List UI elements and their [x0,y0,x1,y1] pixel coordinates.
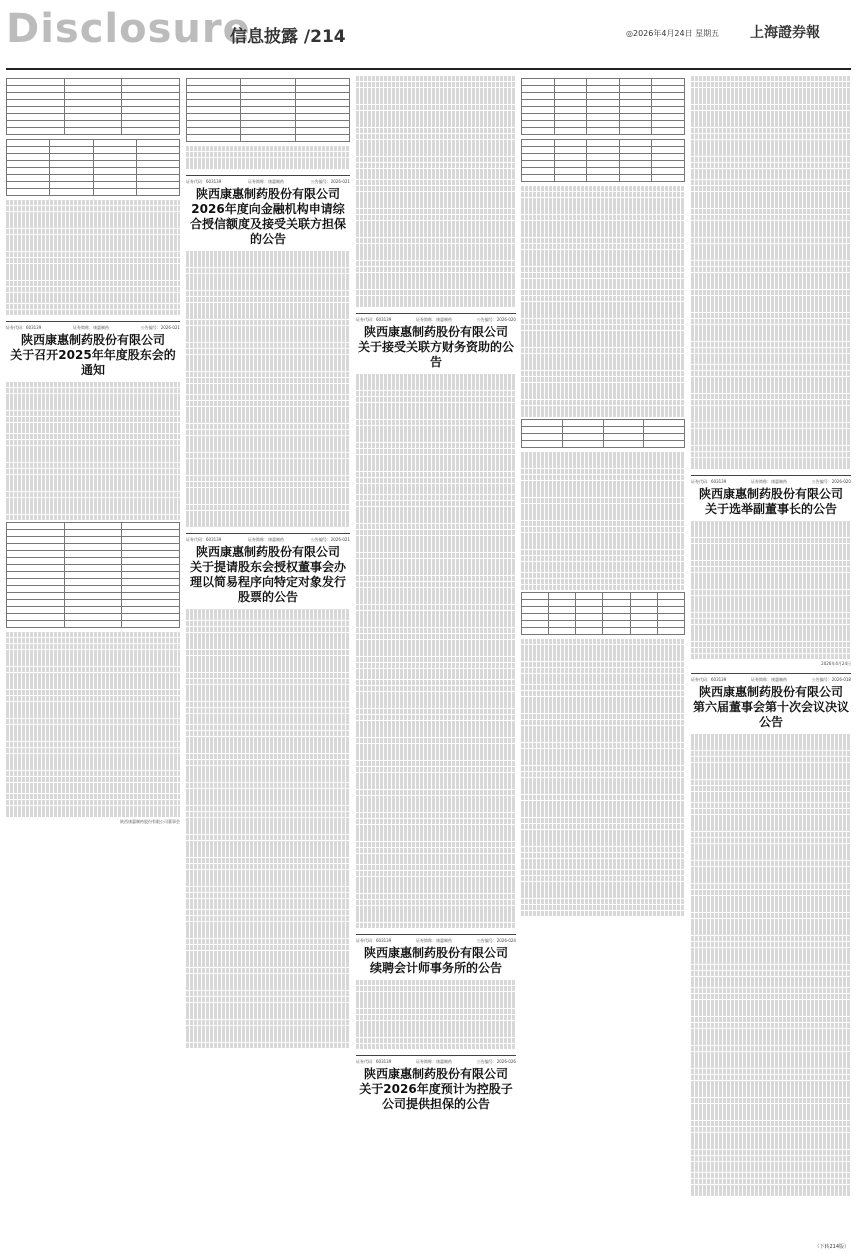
body-text [521,186,685,417]
notice-title: 关于2026年度预计为控股子公司提供担保的公告 [359,1081,513,1111]
body-text [521,639,685,916]
column-2 [186,76,350,1232]
company-name: 陕西康惠制药股份有限公司 [195,545,340,560]
body-text [6,632,180,816]
notice-header [186,533,350,605]
notice-title: 第六届董事会第十次会议决议公告 [692,699,849,729]
body-text [356,76,516,307]
body-text [356,980,516,1049]
signature: 2026年4月24日 [821,660,851,666]
notice-header [356,934,516,976]
body-text [691,521,851,659]
notice-header [356,1055,516,1112]
notice-header [356,313,516,370]
data-table [521,592,685,635]
brand-logo: Disclosure [6,6,251,52]
body-text [691,76,851,469]
masthead-rule [6,68,851,70]
column-5 [691,76,851,1232]
data-table [521,78,685,135]
newspaper-name: 上海證券報 [750,25,820,41]
body-text [186,609,350,1048]
proposal-table [186,78,350,142]
body-text [521,452,685,590]
company-name: 陕西康惠制药股份有限公司 [698,684,843,699]
company-name: 陕西康惠制药股份有限公司 [363,1066,508,1081]
body-text [356,374,516,928]
column-1 [6,76,180,1232]
info-table [6,78,180,135]
proposal-table [6,522,180,628]
company-name: 陕西康惠制药股份有限公司 [363,946,508,961]
company-name: 陕西康惠制药股份有限公司 [195,186,340,201]
section-title: 信息披露 /214 [230,27,346,47]
company-name: 陕西康惠制药股份有限公司 [20,333,165,348]
body-text [691,734,851,1196]
notice-title: 关于召开2025年年度股东会的通知 [10,348,176,378]
company-name: 陕西康惠制药股份有限公司 [698,486,843,501]
masthead [0,0,857,78]
column-3 [356,76,516,1232]
notice-title: 关于选举副董事长的公告 [704,501,837,516]
continuation-note: （下转214版） [814,1244,849,1250]
stock-codes: 证券代码：603139 证券简称：康惠制药 公告编号：2026-020 [691,478,851,484]
body-text [6,382,180,520]
body-text [186,146,350,169]
stock-codes: 证券代码：603139 证券简称：康惠制药 公告编号：2026-018 [691,676,851,682]
signature: 陕西康惠制药股份有限公司董事会 [120,818,180,824]
company-name: 陕西康惠制药股份有限公司 [363,324,508,339]
publication-date: ◎2026年4月24日 星期五 [626,29,720,38]
notice-header [186,175,350,247]
info-table [6,139,180,196]
column-4 [521,76,685,1232]
data-table [521,139,685,182]
stock-codes: 证券代码：603139 证券简称：康惠制药 公告编号：2026-026 [356,1058,516,1064]
notice-title: 2026年度向金融机构申请综合授信额度及接受关联方担保的公告 [189,201,346,246]
stock-codes: 证券代码：603139 证券简称：康惠制药 公告编号：2026-021 [186,537,350,543]
body-text [186,251,350,528]
stock-codes: 证券代码：603139 证券简称：康惠制药 公告编号：2026-020 [356,316,516,322]
data-table [521,419,685,448]
notice-header [691,673,851,730]
notice-title: 关于接受关联方财务资助的公告 [357,339,514,369]
stock-codes: 证券代码：603139 证券简称：康惠制药 公告编号：2026-021 [186,178,350,184]
notice-title: 续聘会计师事务所的公告 [369,961,502,976]
body-text [6,200,180,315]
stock-codes: 证券代码：603139 证券简称：康惠制药 公告编号：2026-024 [356,938,516,944]
stock-codes: 证券代码：603139 证券简称：康惠制药 公告编号：2026-021 [6,325,180,331]
notice-header [6,321,180,378]
notice-title: 关于提请股东会授权董事会办理以简易程序向特定对象发行股票的公告 [189,560,346,605]
notice-header [691,475,851,517]
